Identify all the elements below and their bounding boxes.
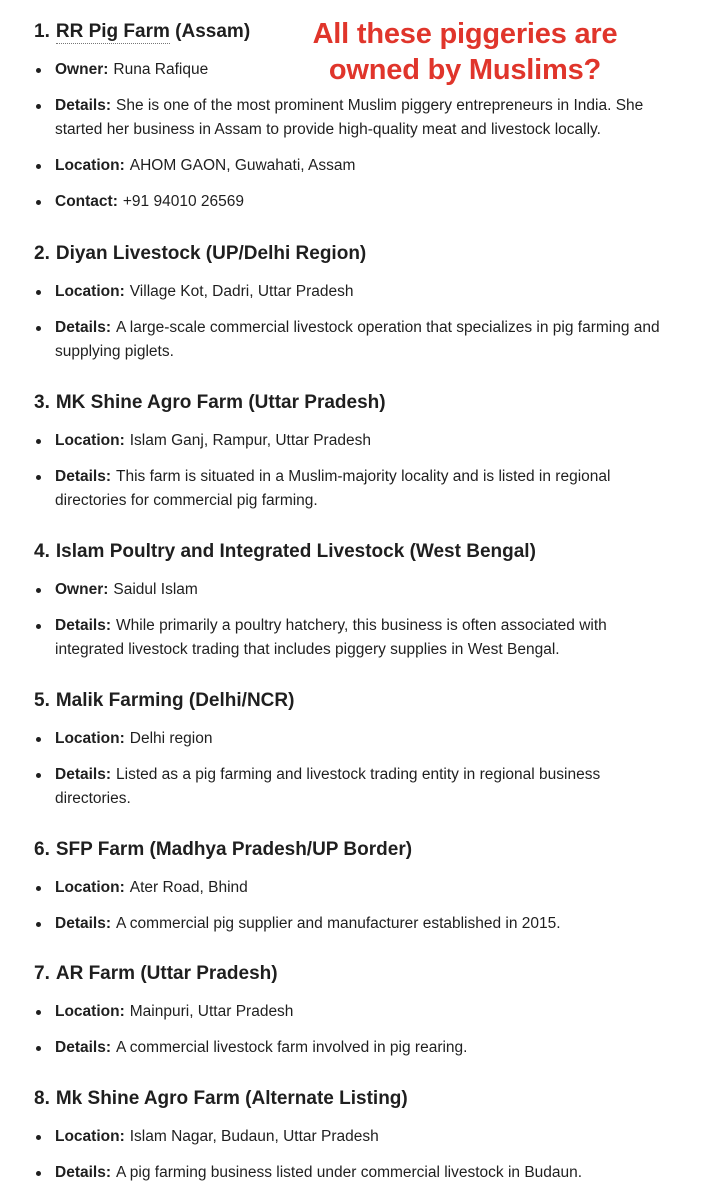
bullet-dot <box>36 624 41 629</box>
field-key: Details: <box>55 915 111 932</box>
entry-location <box>34 876 694 900</box>
entry-heading <box>34 540 694 564</box>
entry-heading <box>34 962 694 986</box>
entry-heading <box>34 391 694 415</box>
field-key: Location: <box>55 879 125 896</box>
entry-details <box>34 1161 694 1185</box>
field-value: Islam Nagar, Budaun, Uttar Pradesh <box>129 1128 379 1145</box>
entry-number: 4. <box>34 541 50 562</box>
entry-location <box>34 154 694 178</box>
entry-number: 1. <box>34 21 50 42</box>
entry-details <box>34 94 675 142</box>
farm-entry-1 <box>34 20 694 214</box>
farm-entry-5 <box>34 689 694 811</box>
entry-name: MK Shine Agro Farm (Uttar Pradesh) <box>55 392 386 413</box>
overlay-caption-line-2: owned by Muslims? <box>328 54 602 86</box>
field-value: Listed as a pig farming and livestock trading entity in regional business directories. <box>55 766 601 807</box>
field-key: Details: <box>55 617 111 634</box>
field-key: Details: <box>55 319 111 336</box>
field-value: A pig farming business listed under commercial livestock in Budaun. <box>116 1164 583 1181</box>
bullet-dot <box>36 68 41 73</box>
bullet-dot <box>36 164 41 169</box>
entry-name: AR Farm (Uttar Pradesh) <box>55 963 278 984</box>
entry-heading <box>34 689 694 713</box>
entry-location <box>34 727 694 751</box>
entry-location <box>34 1000 694 1024</box>
field-value: Village Kot, Dadri, Uttar Pradesh <box>129 283 354 300</box>
entry-owner <box>34 58 694 82</box>
entry-name: Islam Poultry and Integrated Livestock (West Bengal) <box>55 541 536 562</box>
entry-location <box>34 429 694 453</box>
field-value: While primarily a poultry hatchery, this business is often associated with integrated livestock trading that includes piggery supplies in West Bengal. <box>55 617 607 658</box>
entry-name: Mk Shine Agro Farm (Alternate Listing) <box>55 1088 408 1109</box>
field-key: Details: <box>55 1039 111 1056</box>
entry-heading <box>34 1087 694 1111</box>
bullet-dot <box>36 290 41 295</box>
field-key: Details: <box>55 1164 111 1181</box>
bullet-dot <box>36 1046 41 1051</box>
entry-location <box>34 280 694 304</box>
bullet-dot <box>36 922 41 927</box>
bullet-dot <box>36 200 41 205</box>
entry-details <box>34 465 665 513</box>
entry-number: 8. <box>34 1088 50 1109</box>
farm-entry-7 <box>34 962 694 1060</box>
farm-entry-6 <box>34 838 694 936</box>
field-key: Location: <box>55 730 125 747</box>
entry-details <box>34 763 655 811</box>
field-key: Owner: <box>55 61 109 78</box>
bullet-dot <box>36 737 41 742</box>
bullet-dot <box>36 886 41 891</box>
entry-name: Malik Farming (Delhi/NCR) <box>55 690 295 711</box>
bullet-dot <box>36 439 41 444</box>
entry-number: 5. <box>34 690 50 711</box>
field-value: Islam Ganj, Rampur, Uttar Pradesh <box>129 432 371 449</box>
field-value: A commercial livestock farm involved in pig rearing. <box>116 1039 468 1056</box>
entry-details <box>34 912 694 936</box>
entry-heading <box>34 20 694 44</box>
bullet-dot <box>36 1135 41 1140</box>
bullet-dot <box>36 104 41 109</box>
entry-location <box>34 1125 694 1149</box>
field-value: AHOM GAON, Guwahati, Assam <box>129 157 356 174</box>
overlay-caption-line-1: All these piggeries are <box>312 18 618 50</box>
bullet-dot <box>36 326 41 331</box>
field-value: A commercial pig supplier and manufacturer established in 2015. <box>116 915 561 932</box>
field-value: +91 94010 26569 <box>122 193 244 210</box>
field-value: Runa Rafique <box>113 61 209 78</box>
entry-heading <box>34 242 694 266</box>
entry-number: 2. <box>34 243 50 264</box>
entry-details <box>34 614 665 662</box>
entry-name: SFP Farm (Madhya Pradesh/UP Border) <box>55 839 413 860</box>
field-value: Ater Road, Bhind <box>129 879 248 896</box>
bullet-dot <box>36 773 41 778</box>
entry-name-link[interactable]: RR Pig Farm <box>55 21 170 42</box>
bullet-dot <box>36 1010 41 1015</box>
entry-details <box>34 316 680 364</box>
bullet-dot <box>36 475 41 480</box>
field-key: Location: <box>55 1003 125 1020</box>
entry-name-region: (Assam) <box>169 21 251 42</box>
field-key: Location: <box>55 1128 125 1145</box>
field-key: Details: <box>55 97 111 114</box>
farm-entry-8 <box>34 1087 694 1185</box>
field-value: This farm is situated in a Muslim-majority locality and is listed in regional directories for commercial pig farming. <box>55 468 611 509</box>
entry-heading <box>34 838 694 862</box>
farm-entry-2 <box>34 242 694 364</box>
field-key: Contact: <box>55 193 118 210</box>
entry-details <box>34 1036 694 1060</box>
entry-contact <box>34 190 694 214</box>
field-key: Location: <box>55 283 125 300</box>
entry-owner <box>34 578 694 602</box>
field-value: Saidul Islam <box>113 581 198 598</box>
entry-number: 7. <box>34 963 50 984</box>
farm-entry-3 <box>34 391 694 513</box>
field-key: Details: <box>55 468 111 485</box>
entry-name: Diyan Livestock (UP/Delhi Region) <box>55 243 367 264</box>
field-key: Location: <box>55 157 125 174</box>
bullet-dot <box>36 588 41 593</box>
farm-entry-4 <box>34 540 694 662</box>
field-value: She is one of the most prominent Muslim piggery entrepreneurs in India. She started her business in Assam to provide high-quality meat and livestock locally. <box>55 97 644 138</box>
entry-number: 3. <box>34 392 50 413</box>
field-value: Delhi region <box>129 730 213 747</box>
bullet-dot <box>36 1171 41 1176</box>
entry-number: 6. <box>34 839 50 860</box>
field-key: Details: <box>55 766 111 783</box>
field-value: A large-scale commercial livestock operation that specializes in pig farming and supplying piglets. <box>55 319 660 360</box>
field-value: Mainpuri, Uttar Pradesh <box>129 1003 294 1020</box>
field-key: Owner: <box>55 581 109 598</box>
field-key: Location: <box>55 432 125 449</box>
